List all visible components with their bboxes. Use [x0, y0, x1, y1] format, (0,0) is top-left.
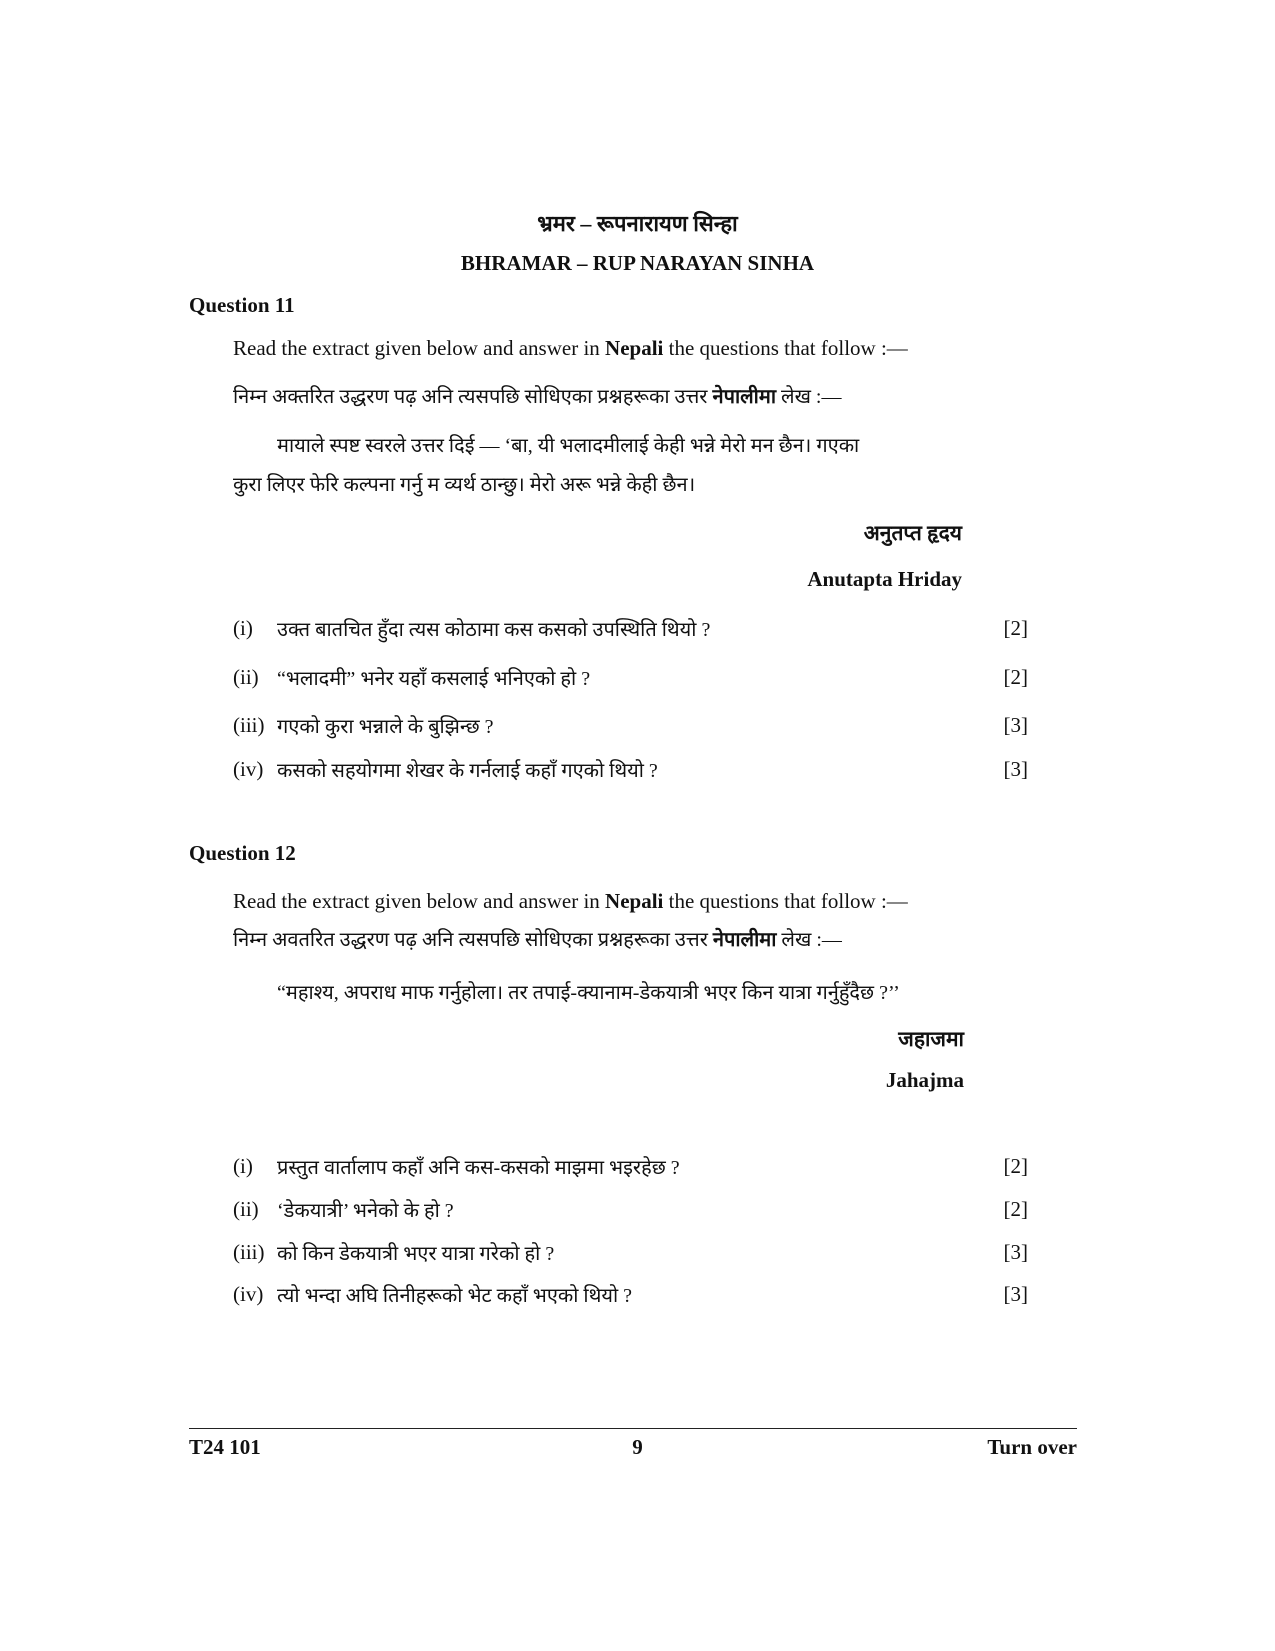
question-12-item-3-marks: [3] — [1003, 1240, 1028, 1264]
question-12-item-3-number: (iii) — [233, 1240, 265, 1264]
question-12-heading: Question 12 — [189, 841, 296, 865]
question-12-item-1-text: प्रस्तुत वार्तालाप कहाँ अनि कस-कसको माझमा भइरहेछ ? — [277, 1157, 680, 1179]
question-11-heading: Question 11 — [189, 293, 295, 317]
question-11-item-1-text: उक्त बातचित हुँदा त्यस कोठामा कस कसको उपस्थिति थियो ? — [277, 619, 711, 641]
question-11-item-2-number: (ii) — [233, 665, 259, 689]
section-title-english: BHRAMAR – RUP NARAYAN SINHA — [460, 251, 815, 275]
question-12-item-3-text: को किन डेकयात्री भएर यात्रा गरेको हो ? — [277, 1243, 555, 1265]
question-11-item-4-text: कसको सहयोगमा शेखर के गर्नलाई कहाँ गएको थियो ? — [277, 760, 658, 782]
question-12-item-1-number: (i) — [233, 1154, 253, 1178]
question-11-item-1-marks: [2] — [1003, 616, 1028, 640]
footer-page-number: 9 — [632, 1435, 643, 1459]
question-11-item-2-text: “भलादमी” भनेर यहाँ कसलाई भनिएको हो ? — [277, 668, 591, 690]
question-12-item-4-text: त्यो भन्दा अघि तिनीहरूको भेट कहाँ भएको थियो ? — [277, 1285, 633, 1307]
footer-paper-code: T24 101 — [189, 1435, 261, 1459]
question-12-item-4-marks: [3] — [1003, 1282, 1028, 1306]
question-12-item-2-number: (ii) — [233, 1197, 259, 1221]
footer-turn-over: Turn over — [987, 1435, 1077, 1459]
question-12-extract-line-1: “महाश्य, अपराध माफ गर्नुहोला। तर तपाई-क्यानाम-डेकयात्री भएर किन यात्रा गर्नुहुँदैछ ?’’ — [277, 982, 900, 1004]
question-11-item-4-marks: [3] — [1003, 757, 1028, 781]
question-11-item-2-marks: [2] — [1003, 665, 1028, 689]
question-12-item-2-marks: [2] — [1003, 1197, 1028, 1221]
question-12-source-en: Jahajma — [885, 1068, 964, 1092]
question-11-item-1-number: (i) — [233, 616, 253, 640]
question-11-source-np: अनुतप्त हृदय — [863, 521, 962, 545]
question-12-instruction-np: निम्न अवतरित उद्धरण पढ़ अनि त्यसपछि सोधिएका प्रश्नहरूका उत्तर नेपालीमा लेख :— — [233, 929, 842, 951]
question-11-item-4-number: (iv) — [233, 757, 264, 781]
question-12-instruction-en: Read the extract given below and answer in Nepali the questions that follow :— — [233, 889, 908, 913]
question-11-extract-line-2: कुरा लिएर फेरि कल्पना गर्नु म व्यर्थ ठान्छु। मेरो अरू भन्ने केही छैन। — [233, 474, 696, 496]
section-title-nepali: भ्रमर – रूपनारायण सिन्हा — [537, 211, 738, 236]
question-12-source-np: जहाजमा — [898, 1027, 964, 1051]
question-11-item-3-text: गएको कुरा भन्नाले के बुझिन्छ ? — [277, 716, 494, 738]
question-12-item-4-number: (iv) — [233, 1282, 264, 1306]
question-11-source-en: Anutapta Hriday — [807, 567, 962, 591]
question-11-instruction-np: निम्न अक्तरित उद्धरण पढ़ अनि त्यसपछि सोधिएका प्रश्नहरूका उत्तर नेपालीमा लेख :— — [233, 386, 842, 408]
question-12-item-1-marks: [2] — [1003, 1154, 1028, 1178]
question-11-item-3-number: (iii) — [233, 713, 265, 737]
question-12-item-2-text: ‘डेकयात्री’ भनेको के हो ? — [277, 1200, 454, 1222]
question-11-extract-line-1: मायाले स्पष्ट स्वरले उत्तर दिई — ‘बा, यी भलादमीलाई केही भन्ने मेरो मन छैन। गएका — [277, 435, 860, 457]
footer-divider — [189, 1428, 1077, 1429]
question-11-item-3-marks: [3] — [1003, 713, 1028, 737]
question-11-instruction-en: Read the extract given below and answer in Nepali the questions that follow :— — [233, 336, 908, 360]
